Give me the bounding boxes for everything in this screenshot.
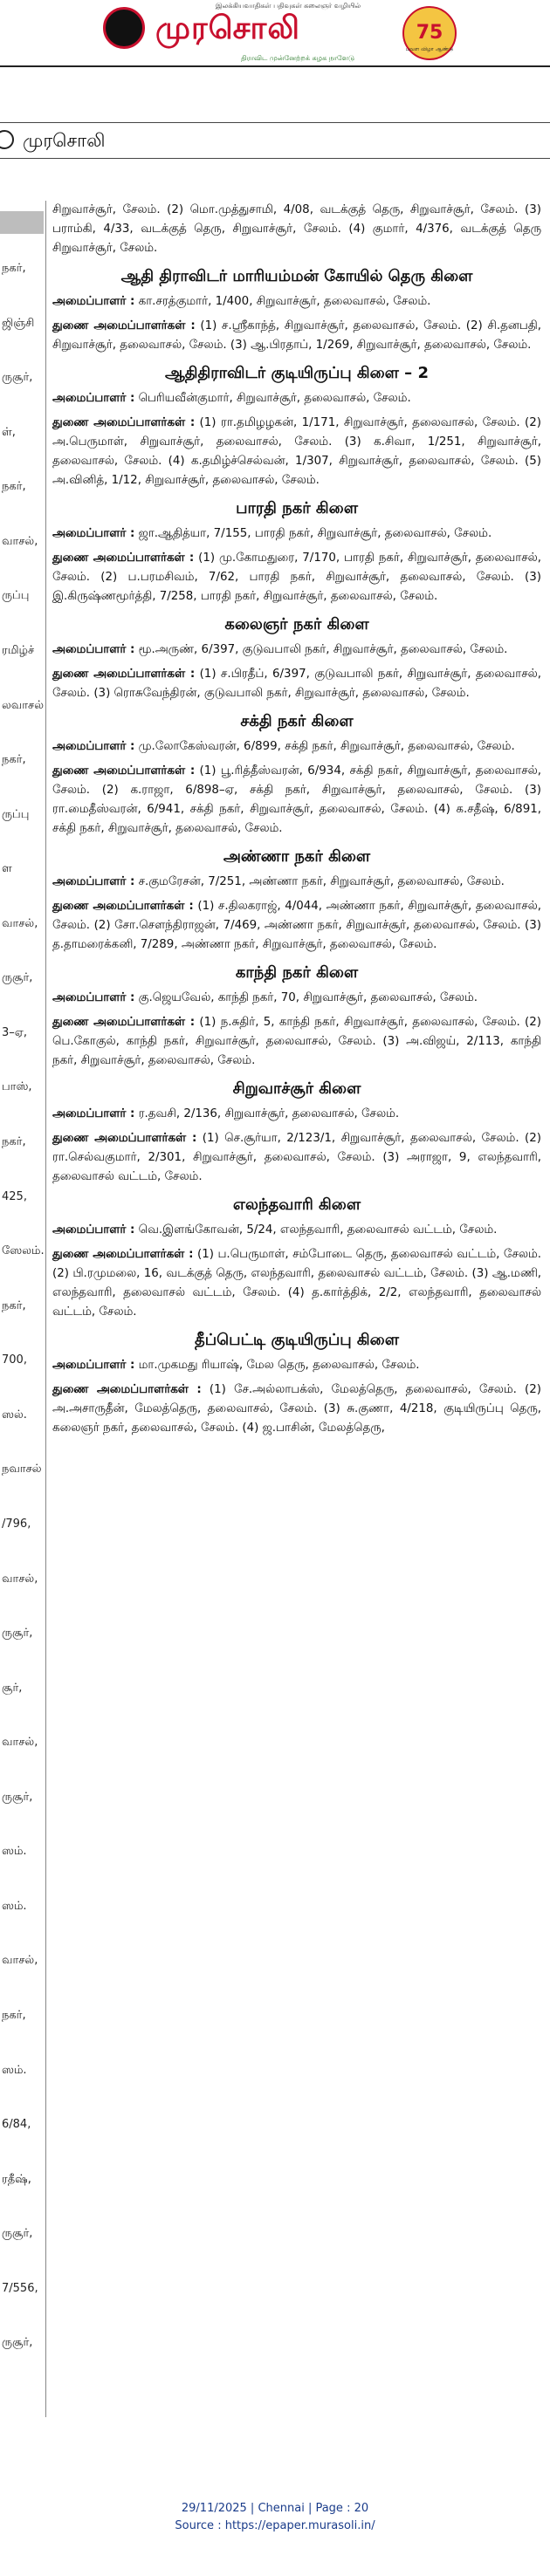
branch-organizer	[52, 873, 541, 892]
organizer-details: மா.முகமது ரியாஷ், மேல தெரு, தலைவாசல், சேலம்.	[138, 1359, 420, 1372]
left-column-text-fragment: பாஸ்,	[2, 1080, 32, 1094]
left-column-header-block	[0, 211, 44, 234]
organizer-details: ச.குமரேசன், 7/251, அண்ணா நகர், சிறுவாச்சூர், தலைவாசல், சேலம்.	[138, 875, 505, 888]
masthead-tagline: இலக்கியவாதிகள் பதிவுகள் கலைஞர் வழியில்	[215, 2, 361, 10]
branch-section	[52, 1079, 541, 1187]
branch-deputies	[52, 1380, 541, 1438]
organizer-label: அமைப்பாளர் :	[52, 875, 135, 888]
footer-date-page: 29/11/2025 | Chennai | Page : 20	[181, 2502, 369, 2515]
organizer-label: அமைப்பாளர் :	[52, 1359, 135, 1372]
left-column-text-fragment: வாசல்,	[2, 1572, 38, 1586]
branch-deputies	[52, 414, 541, 490]
column-divider	[45, 201, 46, 2417]
left-column-text-fragment: 3–ஏ,	[2, 1025, 28, 1039]
branch-title: ஆதி திராவிடர் மாரியம்மன் கோயில் தெரு கிளை	[120, 267, 473, 285]
section-title: முரசொலி	[23, 130, 106, 151]
anniversary-number: 75	[416, 22, 443, 44]
branch-title: எலந்தவாரி கிளை	[232, 1196, 361, 1214]
branch-deputies	[52, 549, 541, 606]
deputy-label: துணை அமைப்பாளர்கள் :	[52, 900, 194, 913]
left-column-text-fragment: ருசூர்,	[2, 1627, 33, 1641]
left-column-text-fragment: ஸம்.	[2, 1899, 27, 1913]
deputy-label: துணை அமைப்பாளர்கள் :	[52, 1248, 194, 1261]
left-column-text-fragment: ள	[2, 862, 12, 876]
organizer-label: அமைப்பாளர் :	[52, 643, 135, 656]
organizer-label: அமைப்பாளர் :	[52, 527, 135, 540]
organizer-details: வெ.இளங்கோவன், 5/24, எலந்தவாரி, தலைவாசல் வட்டம், சேலம்.	[138, 1223, 498, 1237]
left-column-text-fragment: ஸேலம்.	[2, 1244, 45, 1258]
branch-deputies	[52, 1013, 541, 1071]
left-column-text-fragment: ருசூர்,	[2, 371, 33, 385]
branch-organizer	[52, 292, 541, 312]
organizer-details: கு.ஜெயவேல், காந்தி நகர், 70, சிறுவாச்சூர், தலைவாசல், சேலம்.	[138, 991, 478, 1004]
newspaper-title: முரசொலி	[155, 10, 300, 46]
left-column-text-fragment: நகர்,	[2, 1135, 26, 1149]
branch-title: அண்ணா நகர் கிளை	[223, 847, 371, 866]
branch-deputies	[52, 665, 541, 703]
branch-section	[52, 963, 541, 1071]
organizer-details: கா.சரத்குமார், 1/400, சிறுவாச்சூர், தலைவாசல், சேலம்.	[138, 295, 431, 308]
branch-deputies	[52, 317, 541, 355]
left-column-text-fragment: ருசூர்,	[2, 2227, 33, 2241]
deputy-label: துணை அமைப்பாளர்கள் :	[52, 668, 196, 681]
left-column-text-fragment: 425,	[2, 1189, 27, 1203]
branch-organizer	[52, 1356, 541, 1375]
page-footer	[0, 2500, 550, 2535]
left-column-text-fragment: நகர்,	[2, 262, 26, 275]
branch-title: தீப்பெட்டி குடியிருப்பு கிளை	[195, 1331, 399, 1349]
left-column-text-fragment: வாசல்,	[2, 1736, 38, 1750]
organizer-details: மூ.அருண், 6/397, குடுவபாலி நகர், சிறுவாச்சூர், தலைவாசல், சேலம்.	[138, 643, 508, 656]
organizer-details: ர.தவசி, 2/136, சிறுவாச்சூர், தலைவாசல், சேலம்.	[138, 1107, 400, 1120]
left-column-text-fragment: ருசூர்,	[2, 2336, 33, 2350]
left-column-text-fragment: ருப்பு	[2, 589, 30, 603]
left-column-text-fragment: ள்,	[2, 425, 16, 439]
left-column-text-fragment: ஸல்.	[2, 1408, 27, 1422]
deputy-label: துணை அமைப்பாளர்கள் :	[52, 416, 196, 429]
branch-organizer	[52, 989, 541, 1008]
party-emblem-icon	[103, 7, 145, 49]
left-column-text-fragment: 700,	[2, 1353, 27, 1367]
left-column-text-fragment: ரமிழ்ச்	[2, 643, 35, 657]
deputy-label: துணை அமைப்பாளர்கள் :	[52, 552, 195, 565]
branch-organizer	[52, 389, 541, 408]
section-header	[0, 122, 550, 159]
organizer-label: அமைப்பாளர் :	[52, 392, 135, 405]
branch-section	[52, 1331, 541, 1438]
branch-deputies	[52, 762, 541, 839]
left-column-text-fragment: நகர்,	[2, 753, 26, 767]
branch-section	[52, 847, 541, 955]
left-column-text-fragment: லவாசல்	[2, 698, 45, 712]
organizer-details: ஜா.ஆதித்யா, 7/155, பாரதி நகர், சிறுவாச்சூர், தலைவாசல், சேலம்.	[138, 527, 492, 540]
branch-deputies	[52, 1129, 541, 1187]
left-column-text-fragment: வாசல்,	[2, 534, 38, 548]
branch-section	[52, 499, 541, 606]
footer-source[interactable]: Source : https://epaper.murasoli.in/	[175, 2519, 375, 2532]
branch-title: பாரதி நகர் கிளை	[236, 499, 358, 517]
deputy-details: (1) ச.ஸ்ரீகாந்த், சிறுவாச்சூர், தலைவாசல், சேலம். (2) சி.தனபதி, சிறுவாச்சூர், தலைவாசல், சேலம். (3) ஆ.பிரதாப், 1/269, சிறுவாச்சூர், தலைவாசல், சேலம்.	[52, 319, 541, 352]
newspaper-subtitle: திராவிட முன்னேற்றக் கழக நாளேடு	[241, 54, 355, 62]
masthead-divider	[0, 65, 550, 67]
branch-title: சக்தி நகர் கிளை	[240, 712, 354, 730]
left-column-text-fragment: 7/556,	[2, 2281, 38, 2295]
deputy-label: துணை அமைப்பாளர்கள் :	[52, 764, 196, 778]
branch-section	[52, 712, 541, 839]
left-column-text-fragment: ஸம்.	[2, 2063, 27, 2077]
deputy-label: துணை அமைப்பாளர்கள் :	[52, 1132, 197, 1145]
left-column-text-fragment: நவாசல்	[2, 1463, 42, 1476]
left-column-text-fragment: வாசல்,	[2, 1954, 38, 1968]
organizer-details: பெரியவீன்குமார், சிறுவாச்சூர், தலைவாசல், சேலம்.	[138, 392, 411, 405]
branch-section	[52, 364, 541, 490]
organizer-label: அமைப்பாளர் :	[52, 1107, 135, 1120]
branch-deputies	[52, 897, 541, 955]
left-column-text-fragment: நகர்,	[2, 480, 26, 494]
left-column-text-fragment: ருப்பு	[2, 807, 30, 821]
branch-title: காந்தி நகர் கிளை	[235, 963, 359, 982]
deputy-details: (1) ச.பிரதீப், 6/397, குடுவபாலி நகர், சிறுவாச்சூர், தலைவாசல், சேலம். (3) ரொசுவேந்திரன், குடுவபாலி நகர், சிறுவாச்சூர், தலைவாசல், சேலம்.	[52, 668, 542, 700]
organizer-label: அமைப்பாளர் :	[52, 1223, 135, 1237]
branch-organizer	[52, 524, 541, 544]
deputy-details: (1) மு.கோமதுரை, 7/170, பாரதி நகர், சிறுவாச்சூர், தலைவாசல், சேலம். (2) ப.பரமசிவம், 7/62, பாரதி நகர், சிறுவாச்சூர், தலைவாசல், சேலம். (3) இ.கிருஷ்ணமூர்த்தி, 7/258, பாரதி நகர், சிறுவாச்சூர், தலைவாசல், சேலம்.	[52, 552, 541, 603]
deputy-details: (1) ச.திலகராஜ், 4/044, அண்ணா நகர், சிறுவாச்சூர், தலைவாசல், சேலம். (2) சோ.சௌந்திராஜன், 7/469, அண்ணா நகர், சிறுவாச்சூர், தலைவாசல், சேலம். (3) த.தாமரைக்கனி, 7/289, அண்ணா நகர், சிறுவாச்சூர், தலைவாசல், சேலம்.	[52, 900, 541, 951]
branch-organizer	[52, 641, 541, 660]
deputy-details: (1) ப.பெருமாள், சம்போடை தெரு, தலைவாசல் வட்டம், சேலம். (2) பி.ரமுமலை, 16, வடக்குத் தெரு, எலந்தவாரி, தலைவாசல் வட்டம், சேலம். (3) ஆ.மணி, எலந்தவாரி, தலைவாசல் வட்டம், சேலம். (4) த.கார்த்திக், 2/2, எலந்தவாரி, தலைவாசல் வட்டம், சேலம்.	[52, 1248, 542, 1319]
organizer-details: மு.லோகேஸ்வரன், 6/899, சக்தி நகர், சிறுவாச்சூர், தலைவாசல், சேலம்.	[138, 740, 515, 753]
anniversary-caption: பவள விழா ஆண்டு	[405, 46, 454, 52]
left-column-fragment	[0, 201, 44, 2417]
branch-section	[52, 615, 541, 703]
deputy-label: துணை அமைப்பாளர்கள் :	[52, 319, 196, 332]
left-column-text-fragment: நகர்,	[2, 1298, 26, 1312]
deputy-details: (1) பூ.ரித்தீஸ்வரன், 6/934, சக்தி நகர், சிறுவாச்சூர், தலைவாசல், சேலம். (2) க.ராஜா, 6/898–ஏ, சக்தி நகர், சிறுவாச்சூர், தலைவாசல், சேலம். (3) ரா.மைதீஸ்வரன், 6/941, சக்தி நகர், சிறுவாச்சூர், தலைவாசல், சேலம். (4) க.சதீஷ், 6/891, சக்தி நகர், சிறுவாச்சூர், தலைவாசல், சேலம்.	[52, 764, 541, 835]
left-column-text-fragment: ரதீஷ்,	[2, 2172, 31, 2186]
branch-organizer	[52, 1221, 541, 1240]
left-column-text-fragment: ருசூர்,	[2, 971, 33, 985]
left-column-text-fragment: நகர்,	[2, 2009, 26, 2023]
branch-deputies	[52, 1245, 541, 1322]
branch-organizer	[52, 1105, 541, 1124]
branch-title: சிறுவாச்சூர் கிளை	[232, 1079, 361, 1098]
organizer-label: அமைப்பாளர் :	[52, 295, 135, 308]
left-column-text-fragment: சூர்,	[2, 1681, 23, 1695]
left-column-text-fragment: ஸம்.	[2, 1845, 27, 1859]
deputy-details: (1) சே.அல்லாபக்ஸ், மேலத்தெரு, தலைவாசல், சேலம். (2) அ.அசாருதீன், மேலத்தெரு, தலைவாசல், சேலம். (3) சு.குணா, 4/218, குடியிருப்பு தெரு, கலைஞர் நகர், தலைவாசல், சேலம். (4) ஜ.பாசின், மேலத்தெரு,	[52, 1383, 542, 1435]
left-column-text-fragment: ருசூர்,	[2, 1790, 33, 1804]
deputy-details: (1) ந.சுதிர், 5, காந்தி நகர், சிறுவாச்சூர், தலைவாசல், சேலம். (2) பெ.கோகுல், காந்தி நகர், சிறுவாச்சூர், தலைவாசல், சேலம். (3) அ.விஜய், 2/113, காந்தி நகர், சிறுவாச்சூர், தலைவாசல், சேலம்.	[52, 1016, 541, 1067]
organizer-label: அமைப்பாளர் :	[52, 740, 135, 753]
deputy-details: (1) செ.சூர்யா, 2/123/1, சிறுவாச்சூர், தலைவாசல், சேலம். (2) ரா.செல்வகுமார், 2/301, சிறுவாச்சூர், தலைவாசல், சேலம். (3) அராஜா, 9, எலந்தவாரி, தலைவாசல் வட்டம், சேலம்.	[52, 1132, 541, 1183]
branch-section	[52, 1196, 541, 1322]
deputy-details: (1) ரா.தமிழழகன், 1/171, சிறுவாச்சூர், தலைவாசல், சேலம். (2) அ.பெருமாள், சிறுவாச்சூர், தலைவாசல், சேலம். (3) க.சிவா, 1/251, சிறுவாச்சூர், தலைவாசல், சேலம். (4) க.தமிழ்ச்செல்வன், 1/307, சிறுவாச்சூர், தலைவாசல், சேலம். (5) அ.வினித், 1/12, சிறுவாச்சூர், தலைவாசல், சேலம்.	[52, 416, 541, 487]
branch-title: கலைஞர் நகர் கிளை	[224, 615, 369, 634]
branch-organizer	[52, 737, 541, 757]
left-column-text-fragment: ஜிஞ்சி	[2, 316, 35, 330]
branch-section	[52, 267, 541, 355]
deputy-label: துணை அமைப்பாளர்கள் :	[52, 1383, 202, 1396]
anniversary-badge	[402, 5, 457, 61]
intro-paragraph: சிறுவாச்சூர், சேலம். (2) மொ.முத்துசாமி, 4/08, வடக்குத் தெரு, சிறுவாச்சூர், சேலம். (3) பராம்கி, 4/33, வடக்குத் தெரு, சிறுவாச்சூர், சேலம். (4) குமார், 4/376, வடக்குத் தெரு சிறுவாச்சூர், சேலம்.	[52, 203, 541, 255]
article-body	[52, 201, 541, 1443]
organizer-label: அமைப்பாளர் :	[52, 991, 135, 1004]
left-column-text-fragment: 6/84,	[2, 2118, 31, 2132]
masthead	[0, 0, 550, 122]
deputy-label: துணை அமைப்பாளர்கள் :	[52, 1016, 196, 1029]
left-column-text-fragment: வாசல்,	[2, 916, 38, 930]
section-logo-icon	[0, 130, 14, 149]
branch-title: ஆதிதிராவிடர் குடியிருப்பு கிளை – 2	[165, 364, 429, 382]
left-column-text-fragment: /796,	[2, 1517, 31, 1531]
